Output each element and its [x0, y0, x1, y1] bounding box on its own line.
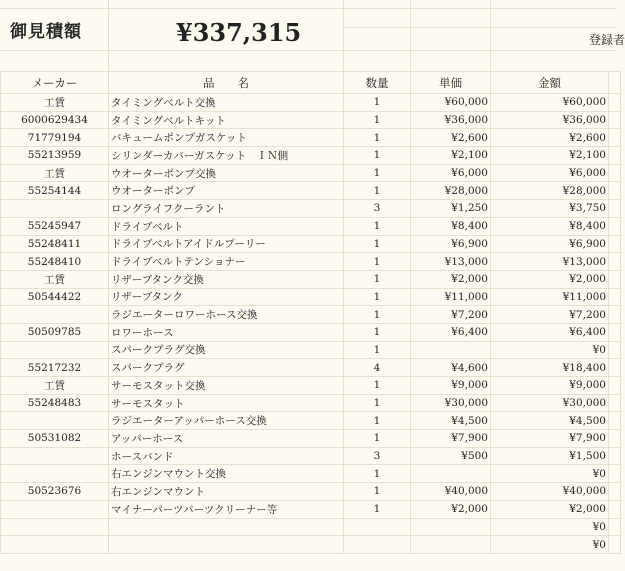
table-row — [1, 323, 621, 341]
table-row — [1, 129, 621, 147]
estimate-table — [0, 71, 621, 554]
cell-extra[interactable] — [609, 200, 621, 218]
cell-item-name[interactable]: ラジエーターロワーホース交換 — [109, 306, 344, 324]
cell-qty[interactable]: 4 — [344, 359, 411, 377]
cell-qty[interactable]: 1 — [344, 217, 411, 235]
cell-qty[interactable] — [344, 536, 411, 554]
cell-unit-price[interactable] — [411, 341, 491, 359]
cell-amount[interactable]: ¥7,200 — [491, 306, 609, 324]
cell-unit-price[interactable]: ¥1,250 — [411, 200, 491, 218]
cell-amount[interactable]: ¥0 — [491, 518, 609, 536]
cell-qty[interactable]: 1 — [344, 412, 411, 430]
cell-item-name[interactable]: タイミングベルト交換 — [109, 94, 344, 112]
estimate-total: ¥337,315 — [176, 18, 302, 47]
grid-line — [343, 27, 617, 28]
cell-maker[interactable]: 工賃 — [1, 377, 109, 395]
cell-maker[interactable]: 工賃 — [1, 94, 109, 112]
table-row — [1, 147, 621, 165]
cell-qty[interactable]: 1 — [344, 500, 411, 518]
cell-maker[interactable]: 50544422 — [1, 288, 109, 306]
cell-maker[interactable]: 55248411 — [1, 235, 109, 253]
cell-unit-price[interactable]: ¥7,200 — [411, 306, 491, 324]
cell-extra[interactable] — [609, 182, 621, 200]
cell-item-name[interactable]: ウオーターポンプ交換 — [109, 164, 344, 182]
estimate-title: 御見積額 — [10, 22, 82, 42]
cell-amount[interactable]: ¥30,000 — [491, 394, 609, 412]
cell-unit-price[interactable]: ¥13,000 — [411, 253, 491, 271]
cell-amount[interactable]: ¥1,500 — [491, 447, 609, 465]
table-row — [1, 200, 621, 218]
table-row — [1, 483, 621, 501]
cell-amount[interactable]: ¥0 — [491, 536, 609, 554]
cell-unit-price[interactable]: ¥36,000 — [411, 111, 491, 129]
cell-qty[interactable]: 1 — [344, 253, 411, 271]
cell-item-name[interactable]: リザーブタンク交換 — [109, 270, 344, 288]
table-row — [1, 253, 621, 271]
cell-qty[interactable]: 1 — [344, 394, 411, 412]
cell-qty[interactable]: 1 — [344, 270, 411, 288]
cell-extra[interactable] — [609, 412, 621, 430]
cell-unit-price[interactable]: ¥4,500 — [411, 412, 491, 430]
grid-line — [0, 50, 617, 51]
cell-amount[interactable]: ¥6,400 — [491, 323, 609, 341]
cell-unit-price[interactable]: ¥11,000 — [411, 288, 491, 306]
cell-unit-price[interactable] — [411, 518, 491, 536]
cell-maker[interactable] — [1, 306, 109, 324]
cell-maker[interactable]: 55254144 — [1, 182, 109, 200]
cell-qty[interactable]: 1 — [344, 94, 411, 112]
cell-qty[interactable] — [344, 518, 411, 536]
table-row — [1, 536, 621, 554]
cell-item-name[interactable]: バキュームポンプガスケット — [109, 129, 344, 147]
cell-extra[interactable] — [609, 235, 621, 253]
cell-maker[interactable]: 55248483 — [1, 394, 109, 412]
table-row — [1, 377, 621, 395]
cell-extra[interactable] — [609, 94, 621, 112]
cell-extra[interactable] — [609, 341, 621, 359]
table-row — [1, 306, 621, 324]
cell-maker[interactable]: 55248410 — [1, 253, 109, 271]
cell-maker[interactable] — [1, 536, 109, 554]
cell-item-name[interactable] — [109, 536, 344, 554]
cell-item-name[interactable]: スパークプラグ — [109, 359, 344, 377]
cell-item-name[interactable]: アッパーホース — [109, 430, 344, 448]
cell-extra[interactable] — [609, 359, 621, 377]
cell-amount[interactable]: ¥2,000 — [491, 500, 609, 518]
cell-qty[interactable]: 3 — [344, 200, 411, 218]
cell-extra[interactable] — [609, 164, 621, 182]
cell-amount[interactable]: ¥7,900 — [491, 430, 609, 448]
table-row — [1, 465, 621, 483]
column-header-maker: メーカー — [1, 72, 109, 94]
cell-extra[interactable] — [609, 377, 621, 395]
cell-amount[interactable]: ¥28,000 — [491, 182, 609, 200]
cell-qty[interactable]: 1 — [344, 235, 411, 253]
cell-item-name[interactable]: ホースバンド — [109, 447, 344, 465]
cell-unit-price[interactable]: ¥4,600 — [411, 359, 491, 377]
grid-line — [410, 0, 411, 71]
cell-amount[interactable]: ¥9,000 — [491, 377, 609, 395]
column-header-amount: 金額 — [491, 72, 609, 94]
cell-item-name[interactable]: ドライブベルトテンショナー — [109, 253, 344, 271]
register-label: 登録者 — [589, 33, 625, 47]
cell-qty[interactable]: 1 — [344, 111, 411, 129]
grid-line — [0, 8, 617, 9]
cell-qty[interactable]: 1 — [344, 182, 411, 200]
table-row — [1, 94, 621, 112]
cell-maker[interactable] — [1, 447, 109, 465]
cell-amount[interactable]: ¥4,500 — [491, 412, 609, 430]
cell-maker[interactable]: 71779194 — [1, 129, 109, 147]
table-row — [1, 111, 621, 129]
table-row — [1, 182, 621, 200]
cell-maker[interactable]: 50523676 — [1, 483, 109, 501]
table-row — [1, 164, 621, 182]
cell-qty[interactable]: 1 — [344, 147, 411, 165]
cell-amount[interactable]: ¥0 — [491, 341, 609, 359]
cell-extra[interactable] — [609, 306, 621, 324]
cell-item-name[interactable]: ドライブベルトアイドルプーリー — [109, 235, 344, 253]
cell-extra[interactable] — [609, 465, 621, 483]
cell-unit-price[interactable]: ¥6,400 — [411, 323, 491, 341]
cell-maker[interactable] — [1, 341, 109, 359]
cell-extra[interactable] — [609, 217, 621, 235]
cell-extra[interactable] — [609, 500, 621, 518]
cell-maker[interactable] — [1, 412, 109, 430]
column-header-unit-price: 単価 — [411, 72, 491, 94]
cell-qty[interactable]: 1 — [344, 341, 411, 359]
cell-qty[interactable]: 1 — [344, 465, 411, 483]
cell-amount[interactable]: ¥18,400 — [491, 359, 609, 377]
cell-maker[interactable] — [1, 500, 109, 518]
cell-item-name[interactable]: ウオーターポンプ — [109, 182, 344, 200]
column-header-extra — [609, 72, 621, 94]
cell-extra[interactable] — [609, 129, 621, 147]
cell-extra[interactable] — [609, 111, 621, 129]
cell-extra[interactable] — [609, 447, 621, 465]
cell-item-name[interactable]: 右エンジンマウント — [109, 483, 344, 501]
cell-maker[interactable]: 6000629434 — [1, 111, 109, 129]
cell-qty[interactable]: 1 — [344, 306, 411, 324]
grid-line — [108, 0, 109, 71]
cell-item-name[interactable]: シリンダーカバーガスケット ＩＮ側 — [109, 147, 344, 165]
cell-amount[interactable]: ¥0 — [491, 465, 609, 483]
cell-qty[interactable]: 1 — [344, 430, 411, 448]
cell-maker[interactable]: 50509785 — [1, 323, 109, 341]
table-row — [1, 447, 621, 465]
cell-amount[interactable]: ¥2,100 — [491, 147, 609, 165]
cell-unit-price[interactable]: ¥9,000 — [411, 377, 491, 395]
cell-qty[interactable]: 1 — [344, 164, 411, 182]
cell-extra[interactable] — [609, 270, 621, 288]
table-row — [1, 412, 621, 430]
cell-maker[interactable]: 50531082 — [1, 430, 109, 448]
cell-unit-price[interactable]: ¥40,000 — [411, 483, 491, 501]
cell-unit-price[interactable]: ¥30,000 — [411, 394, 491, 412]
grid-line — [343, 0, 344, 71]
cell-unit-price[interactable]: ¥6,000 — [411, 164, 491, 182]
cell-unit-price[interactable]: ¥60,000 — [411, 94, 491, 112]
column-header-qty: 数量 — [344, 72, 411, 94]
cell-item-name[interactable]: 右エンジンマウント交換 — [109, 465, 344, 483]
cell-amount[interactable]: ¥40,000 — [491, 483, 609, 501]
cell-maker[interactable] — [1, 200, 109, 218]
cell-amount[interactable]: ¥13,000 — [491, 253, 609, 271]
cell-amount[interactable]: ¥6,000 — [491, 164, 609, 182]
cell-qty[interactable]: 3 — [344, 447, 411, 465]
cell-qty[interactable]: 1 — [344, 483, 411, 501]
cell-extra[interactable] — [609, 323, 621, 341]
cell-maker[interactable] — [1, 465, 109, 483]
table-row — [1, 288, 621, 306]
cell-extra[interactable] — [609, 536, 621, 554]
cell-item-name[interactable]: マイナーパーツパーツクリーナー等 — [109, 500, 344, 518]
cell-extra[interactable] — [609, 147, 621, 165]
cell-unit-price[interactable]: ¥8,400 — [411, 217, 491, 235]
cell-amount[interactable]: ¥11,000 — [491, 288, 609, 306]
table-row — [1, 217, 621, 235]
cell-amount[interactable]: ¥36,000 — [491, 111, 609, 129]
table-row — [1, 518, 621, 536]
cell-item-name[interactable]: リザーブタンク — [109, 288, 344, 306]
cell-extra[interactable] — [609, 430, 621, 448]
table-row — [1, 235, 621, 253]
cell-item-name[interactable]: ロワーホース — [109, 323, 344, 341]
cell-item-name[interactable]: スパークプラグ交換 — [109, 341, 344, 359]
table-row — [1, 359, 621, 377]
table-row — [1, 270, 621, 288]
table-row — [1, 394, 621, 412]
cell-maker[interactable] — [1, 518, 109, 536]
cell-amount[interactable]: ¥8,400 — [491, 217, 609, 235]
table-row — [1, 500, 621, 518]
cell-amount[interactable]: ¥2,600 — [491, 129, 609, 147]
table-row — [1, 430, 621, 448]
cell-extra[interactable] — [609, 483, 621, 501]
cell-item-name[interactable]: サーモスタット — [109, 394, 344, 412]
cell-item-name[interactable]: ラジエーターアッパーホース交換 — [109, 412, 344, 430]
grid-line — [490, 0, 491, 71]
column-header-name: 品 名 — [109, 72, 344, 94]
cell-item-name[interactable]: ドライブベルト — [109, 217, 344, 235]
cell-extra[interactable] — [609, 253, 621, 271]
cell-unit-price[interactable]: ¥2,000 — [411, 270, 491, 288]
cell-unit-price[interactable] — [411, 536, 491, 554]
cell-qty[interactable]: 1 — [344, 129, 411, 147]
cell-unit-price[interactable]: ¥6,900 — [411, 235, 491, 253]
cell-amount[interactable]: ¥2,000 — [491, 270, 609, 288]
cell-qty[interactable]: 1 — [344, 288, 411, 306]
cell-item-name[interactable] — [109, 518, 344, 536]
cell-unit-price[interactable]: ¥2,600 — [411, 129, 491, 147]
cell-item-name[interactable]: タイミングベルトキット — [109, 111, 344, 129]
cell-extra[interactable] — [609, 394, 621, 412]
cell-amount[interactable]: ¥3,750 — [491, 200, 609, 218]
cell-unit-price[interactable] — [411, 465, 491, 483]
cell-unit-price[interactable]: ¥2,100 — [411, 147, 491, 165]
cell-maker[interactable]: 工賃 — [1, 270, 109, 288]
cell-maker[interactable]: 工賃 — [1, 164, 109, 182]
cell-item-name[interactable]: ロングライフクーラント — [109, 200, 344, 218]
cell-amount[interactable]: ¥6,900 — [491, 235, 609, 253]
cell-item-name[interactable]: サーモスタット交換 — [109, 377, 344, 395]
cell-maker[interactable]: 55245947 — [1, 217, 109, 235]
cell-unit-price[interactable]: ¥500 — [411, 447, 491, 465]
cell-unit-price[interactable]: ¥2,000 — [411, 500, 491, 518]
cell-unit-price[interactable]: ¥7,900 — [411, 430, 491, 448]
cell-extra[interactable] — [609, 518, 621, 536]
cell-unit-price[interactable]: ¥28,000 — [411, 182, 491, 200]
cell-extra[interactable] — [609, 288, 621, 306]
cell-qty[interactable]: 1 — [344, 323, 411, 341]
cell-maker[interactable]: 55213959 — [1, 147, 109, 165]
cell-amount[interactable]: ¥60,000 — [491, 94, 609, 112]
table-header-row — [1, 72, 621, 94]
table-row — [1, 341, 621, 359]
cell-maker[interactable]: 55217232 — [1, 359, 109, 377]
cell-qty[interactable]: 1 — [344, 377, 411, 395]
